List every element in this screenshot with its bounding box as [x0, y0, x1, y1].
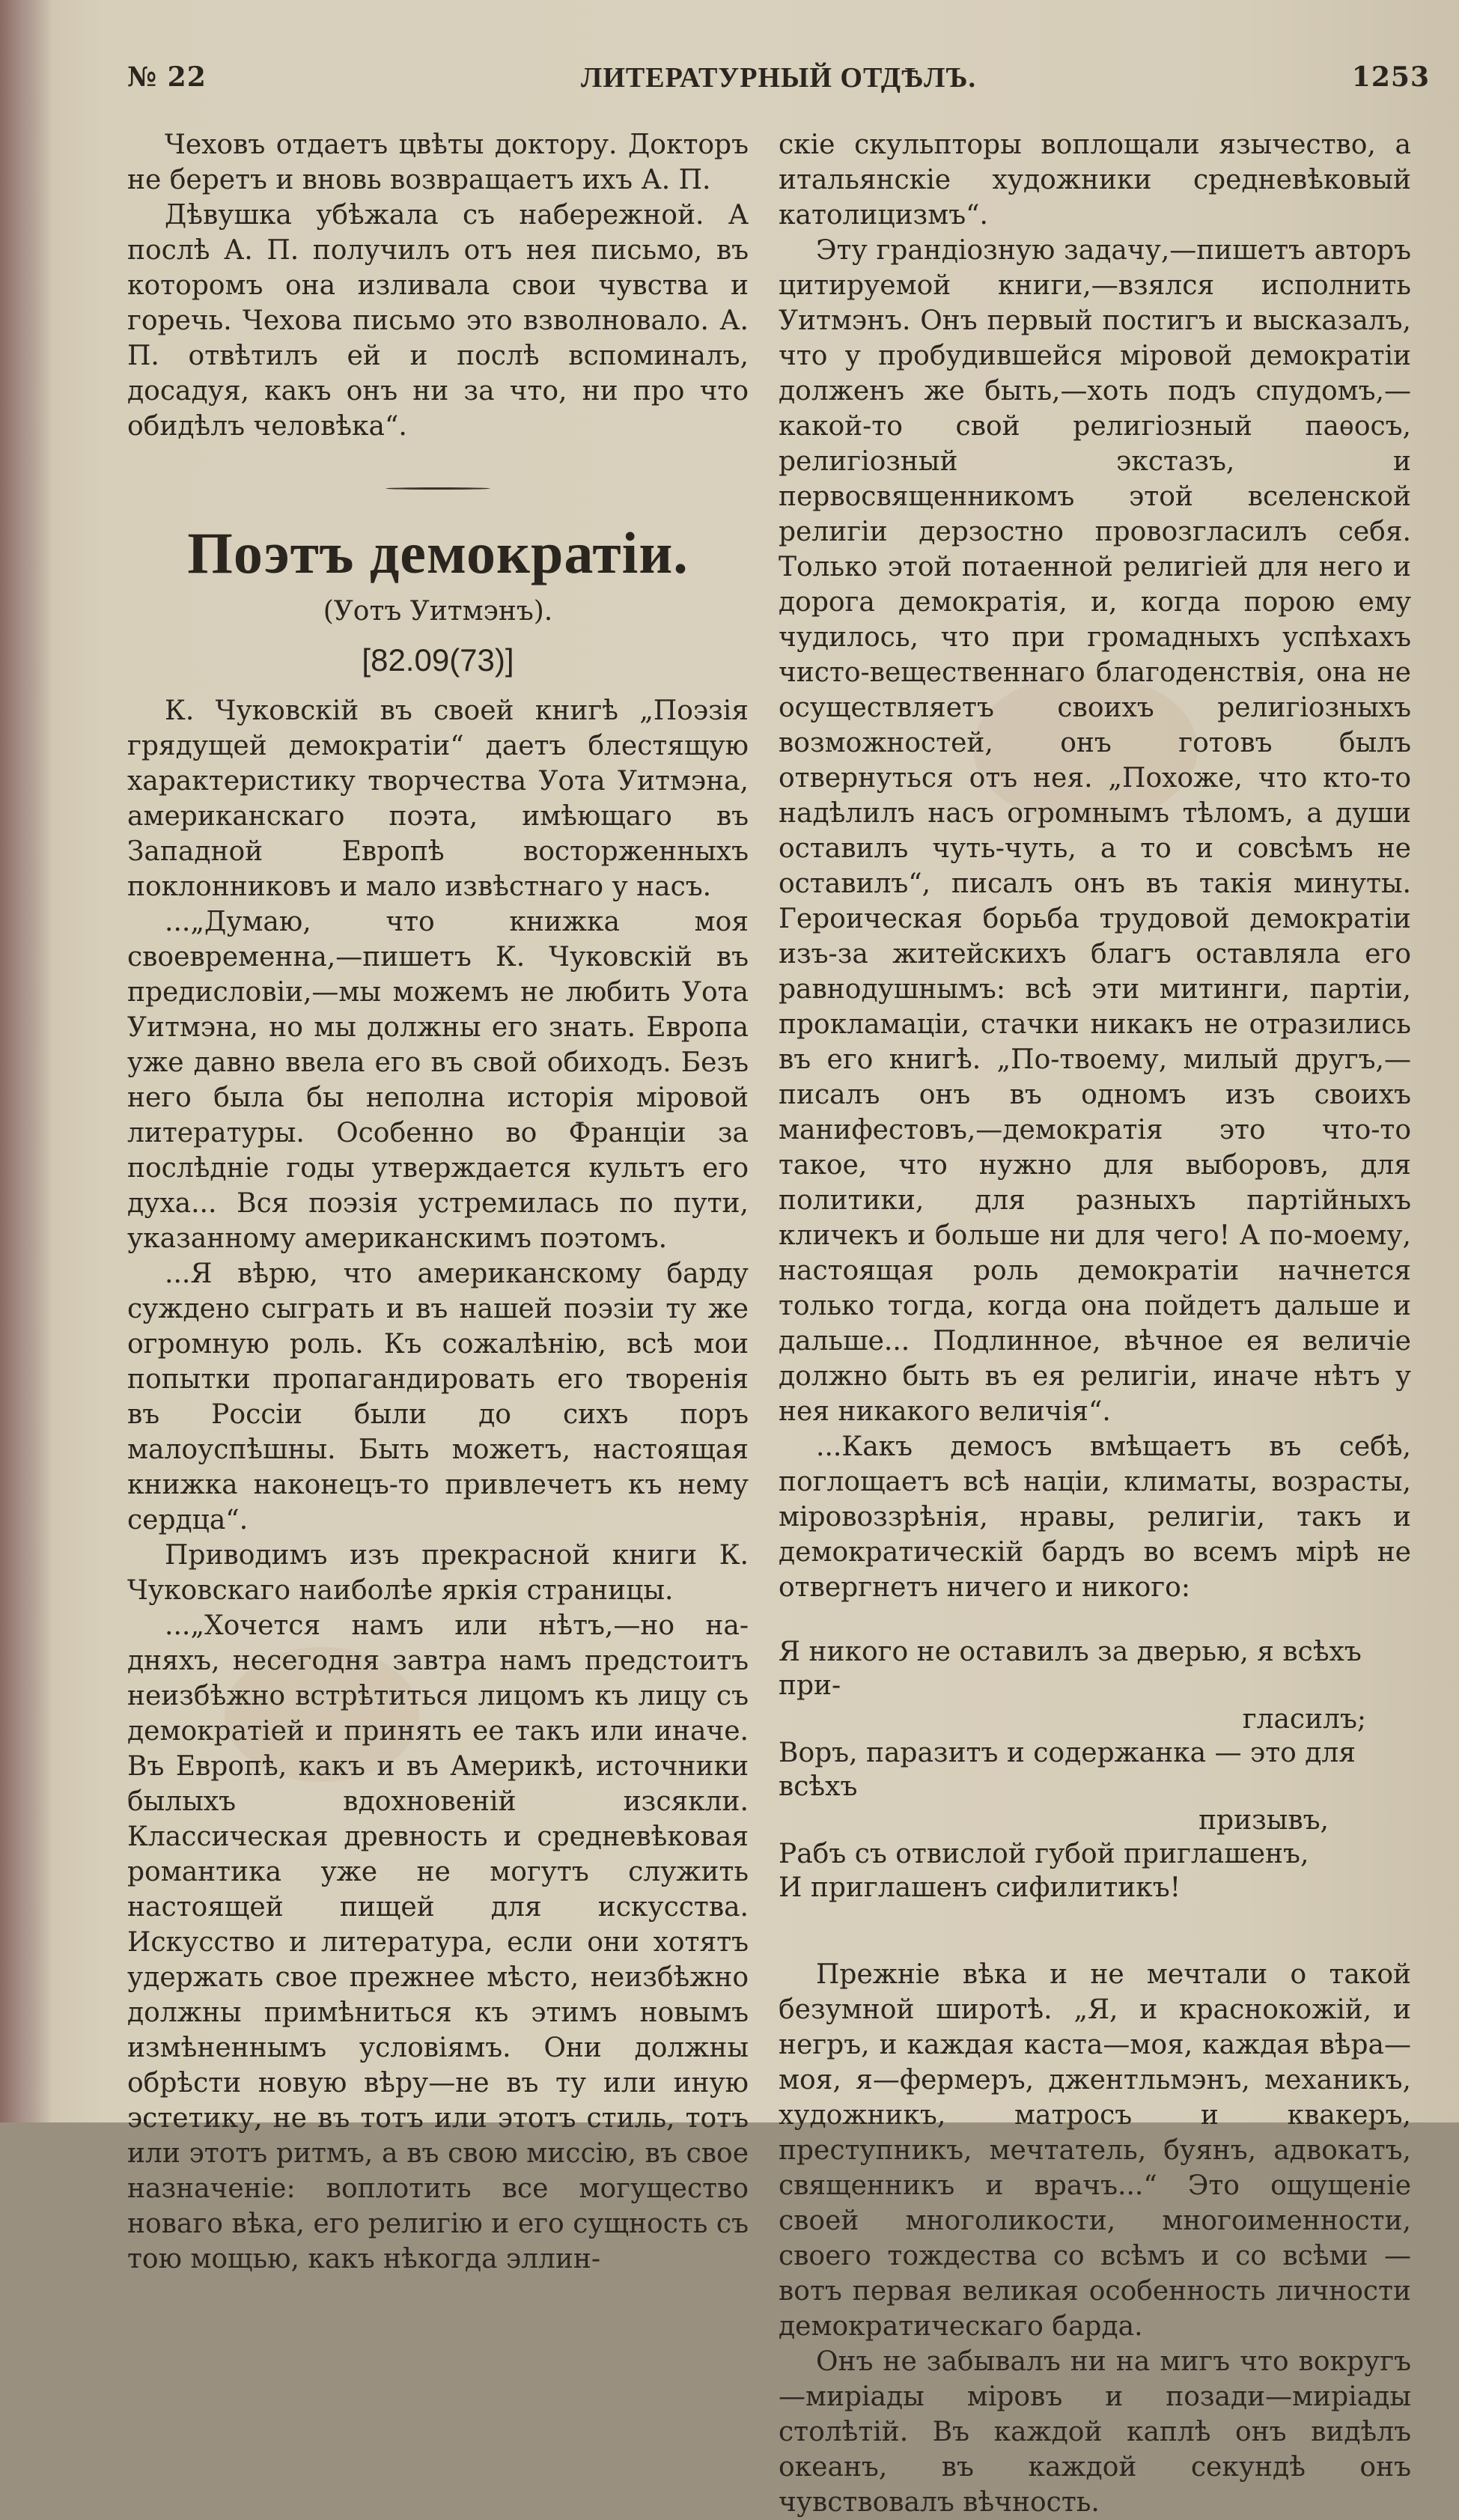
verse-line: Рабъ съ отвислой губой приглашенъ, — [779, 1839, 1309, 1869]
paragraph: Эту грандіозную задачу,—пишетъ авторъ цитируемой книги,—взялся исполнить Уитмэнъ. Онъ первый постигъ и высказалъ, что у пробудившейся міровой демократіи долженъ же быть,—хоть подъ спудомъ,—какой-то свой религіозный паѳосъ, религіозный экстазъ, и первосвященникомъ этой вселенской религіи дерзостно провозгласилъ себя. Только этой потаенной религіей для него и дорога демократія, и, когда порою ему чудилось, что при громадныхъ успѣхахъ чисто-вещественнаго благоденствія, она не осуществляетъ своихъ религіозныхъ возможностей, онъ готовъ былъ отвернуться отъ нея. „Похоже, что кто-то надѣлилъ насъ огромнымъ тѣломъ, а души оставилъ чуть-чуть, а то и совсѣмъ не оставилъ“, писалъ онъ въ такія минуты. Героическая борьба трудовой демократіи изъ-за житейскихъ благъ оставляла его равнодушнымъ: всѣ эти митинги, партіи, прокламаціи, стачки никакъ не отразились въ его книгѣ. „По-твоему, милый другъ,—писалъ онъ въ одномъ изъ своихъ манифестовъ,—демократія это что-то такое, что нужно для выборовъ, для политики, для разныхъ партійныхъ кличекъ и больше ни для чего! А по-моему, настоящая роль демократіи начнется только тогда, когда она пойдетъ дальше и дальше... Подлинное, вѣчное ея величіе должно быть въ ея религіи, иначе нѣтъ у нея никакого величія“. — [779, 235, 1411, 1427]
paragraph: Дѣвушка убѣжала съ набережной. А послѣ А. П. получилъ отъ нея письмо, въ которомъ она изливала свои чувства и горечь. Чехова письмо это взволновало. А. П. отвѣтилъ ей и послѣ вспоминалъ, досадуя, какъ онъ ни за что, ни про что обидѣлъ человѣка“. — [127, 200, 749, 442]
page-number: 1253 — [1351, 61, 1430, 93]
paragraph: К. Чуковскій въ своей книгѣ „Поэзія грядущей демократіи“ даетъ блестящую характеристику творчества Уота Уитмэна, американскаго поэта, имѣющаго въ Западной Европѣ восторженныхъ поклонниковъ и мало извѣстнаго у насъ. — [127, 696, 749, 902]
verse-line: Я никого не оставилъ за дверью, я всѣхъ при- — [779, 1637, 1362, 1701]
section-divider — [386, 487, 490, 490]
paragraph: Чеховъ отдаетъ цвѣты доктору. Докторъ не беретъ и вновь возвращаетъ ихъ А. П. — [127, 130, 749, 195]
right-column — [779, 127, 1411, 2520]
verse-line-continuation: призывъ, — [1198, 1805, 1329, 1836]
classification-code: [82.09(73)] — [362, 642, 514, 678]
verse-line: Воръ, паразитъ и содержанка — это для всѣхъ — [779, 1738, 1356, 1802]
paragraph: ...„Хочется намъ или нѣтъ,—но на-дняхъ, несегодня завтра намъ предстоитъ неизбѣжно встрѣтиться лицомъ къ лицу съ демократіей и принять ее такъ или иначе. Въ Европѣ, какъ и въ Америкѣ, источники былыхъ вдохновеній изсякли. Классическая древность и средневѣковая романтика уже не могутъ служить настоящей пищей для искусства. Искусство и литература, если они хотятъ удержать свое прежнее мѣсто, неизбѣжно должны примѣниться къ этимъ новымъ измѣненнымъ условіямъ. Они должны обрѣсти новую вѣру—не въ ту или иную эстетику, не въ тотъ или этотъ стиль, тотъ или этотъ ритмъ, а въ свою миссію, въ свое назначеніе: воплотить все могущество новаго вѣка, его религію и его сущность съ тою мощью, какъ нѣкогда эллин- — [127, 1610, 749, 2274]
paragraph: ...„Думаю, что книжка моя своевременна,—пишетъ К. Чуковскій въ предисловіи,—мы можемъ не любить Уота Уитмэна, но мы должны его знать. Европа уже давно ввела его въ свой обиходъ. Безъ него была бы неполна исторія міровой литературы. Особенно во Франціи за послѣдніе годы утверждается культъ его духа... Вся поэзія устремилась по пути, указанному американскимъ поэтомъ. — [127, 907, 749, 1254]
paragraph: ...Какъ демосъ вмѣщаетъ въ себѣ, поглощаетъ всѣ націи, климаты, возрасты, міровоззрѣнія, нравы, религіи, такъ и демократическій бардъ во всемъ мірѣ не отвергнетъ ничего и никого: — [779, 1431, 1411, 1603]
paragraph: Прежніе вѣка и не мечтали о такой безумной широтѣ. „Я, и краснокожій, и негръ, и каждая каста—моя, каждая вѣра—моя, я—фермеръ, джентльмэнъ, механикъ, художникъ, матросъ и квакеръ, преступникъ, мечтатель, буянъ, адвокатъ, священникъ и врачъ...“ Это ощущеніе своей многоликости, многоименности, своего тождества со всѣмъ и со всѣми — вотъ первая великая особенность личности демократическаго барда. — [779, 1959, 1411, 2342]
section-title: ЛИТЕРАТУРНЫЙ ОТДѢЛЪ. — [581, 62, 976, 94]
verse-quote — [779, 1635, 1411, 1905]
article-subtitle: (Уотъ Уитмэнъ). — [323, 596, 553, 627]
verse-line-continuation: гласилъ; — [1242, 1704, 1366, 1735]
paragraph: скіе скульпторы воплощали язычество, а итальянскіе художники средневѣковый католицизмъ“. — [779, 130, 1411, 231]
left-column — [127, 127, 749, 2277]
paragraph: Приводимъ изъ прекрасной книги К. Чуковскаго наиболѣе яркія страницы. — [127, 1540, 749, 1606]
issue-number: № 22 — [127, 61, 207, 93]
article-title: Поэтъ демократіи. — [187, 520, 689, 585]
verse-line: И приглашенъ сифилитикъ! — [779, 1872, 1181, 1903]
paragraph: ...Я вѣрю, что американскому барду суждено сыграть и въ нашей поэзіи ту же огромную роль. Къ сожалѣнію, всѣ мои попытки пропагандировать его творенія въ Россіи были до сихъ поръ малоуспѣшны. Быть можетъ, настоящая книжка наконецъ-то привлечетъ къ нему сердца“. — [127, 1259, 749, 1536]
paragraph: Онъ не забывалъ ни на мигъ что вокругъ—миріады міровъ и позади—миріады столѣтій. Въ каждой каплѣ онъ видѣлъ океанъ, въ каждой секундѣ онъ чувствовалъ вѣчность. — [779, 2346, 1411, 2518]
running-header — [127, 61, 1430, 106]
book-spine-shadow — [0, 0, 52, 2122]
